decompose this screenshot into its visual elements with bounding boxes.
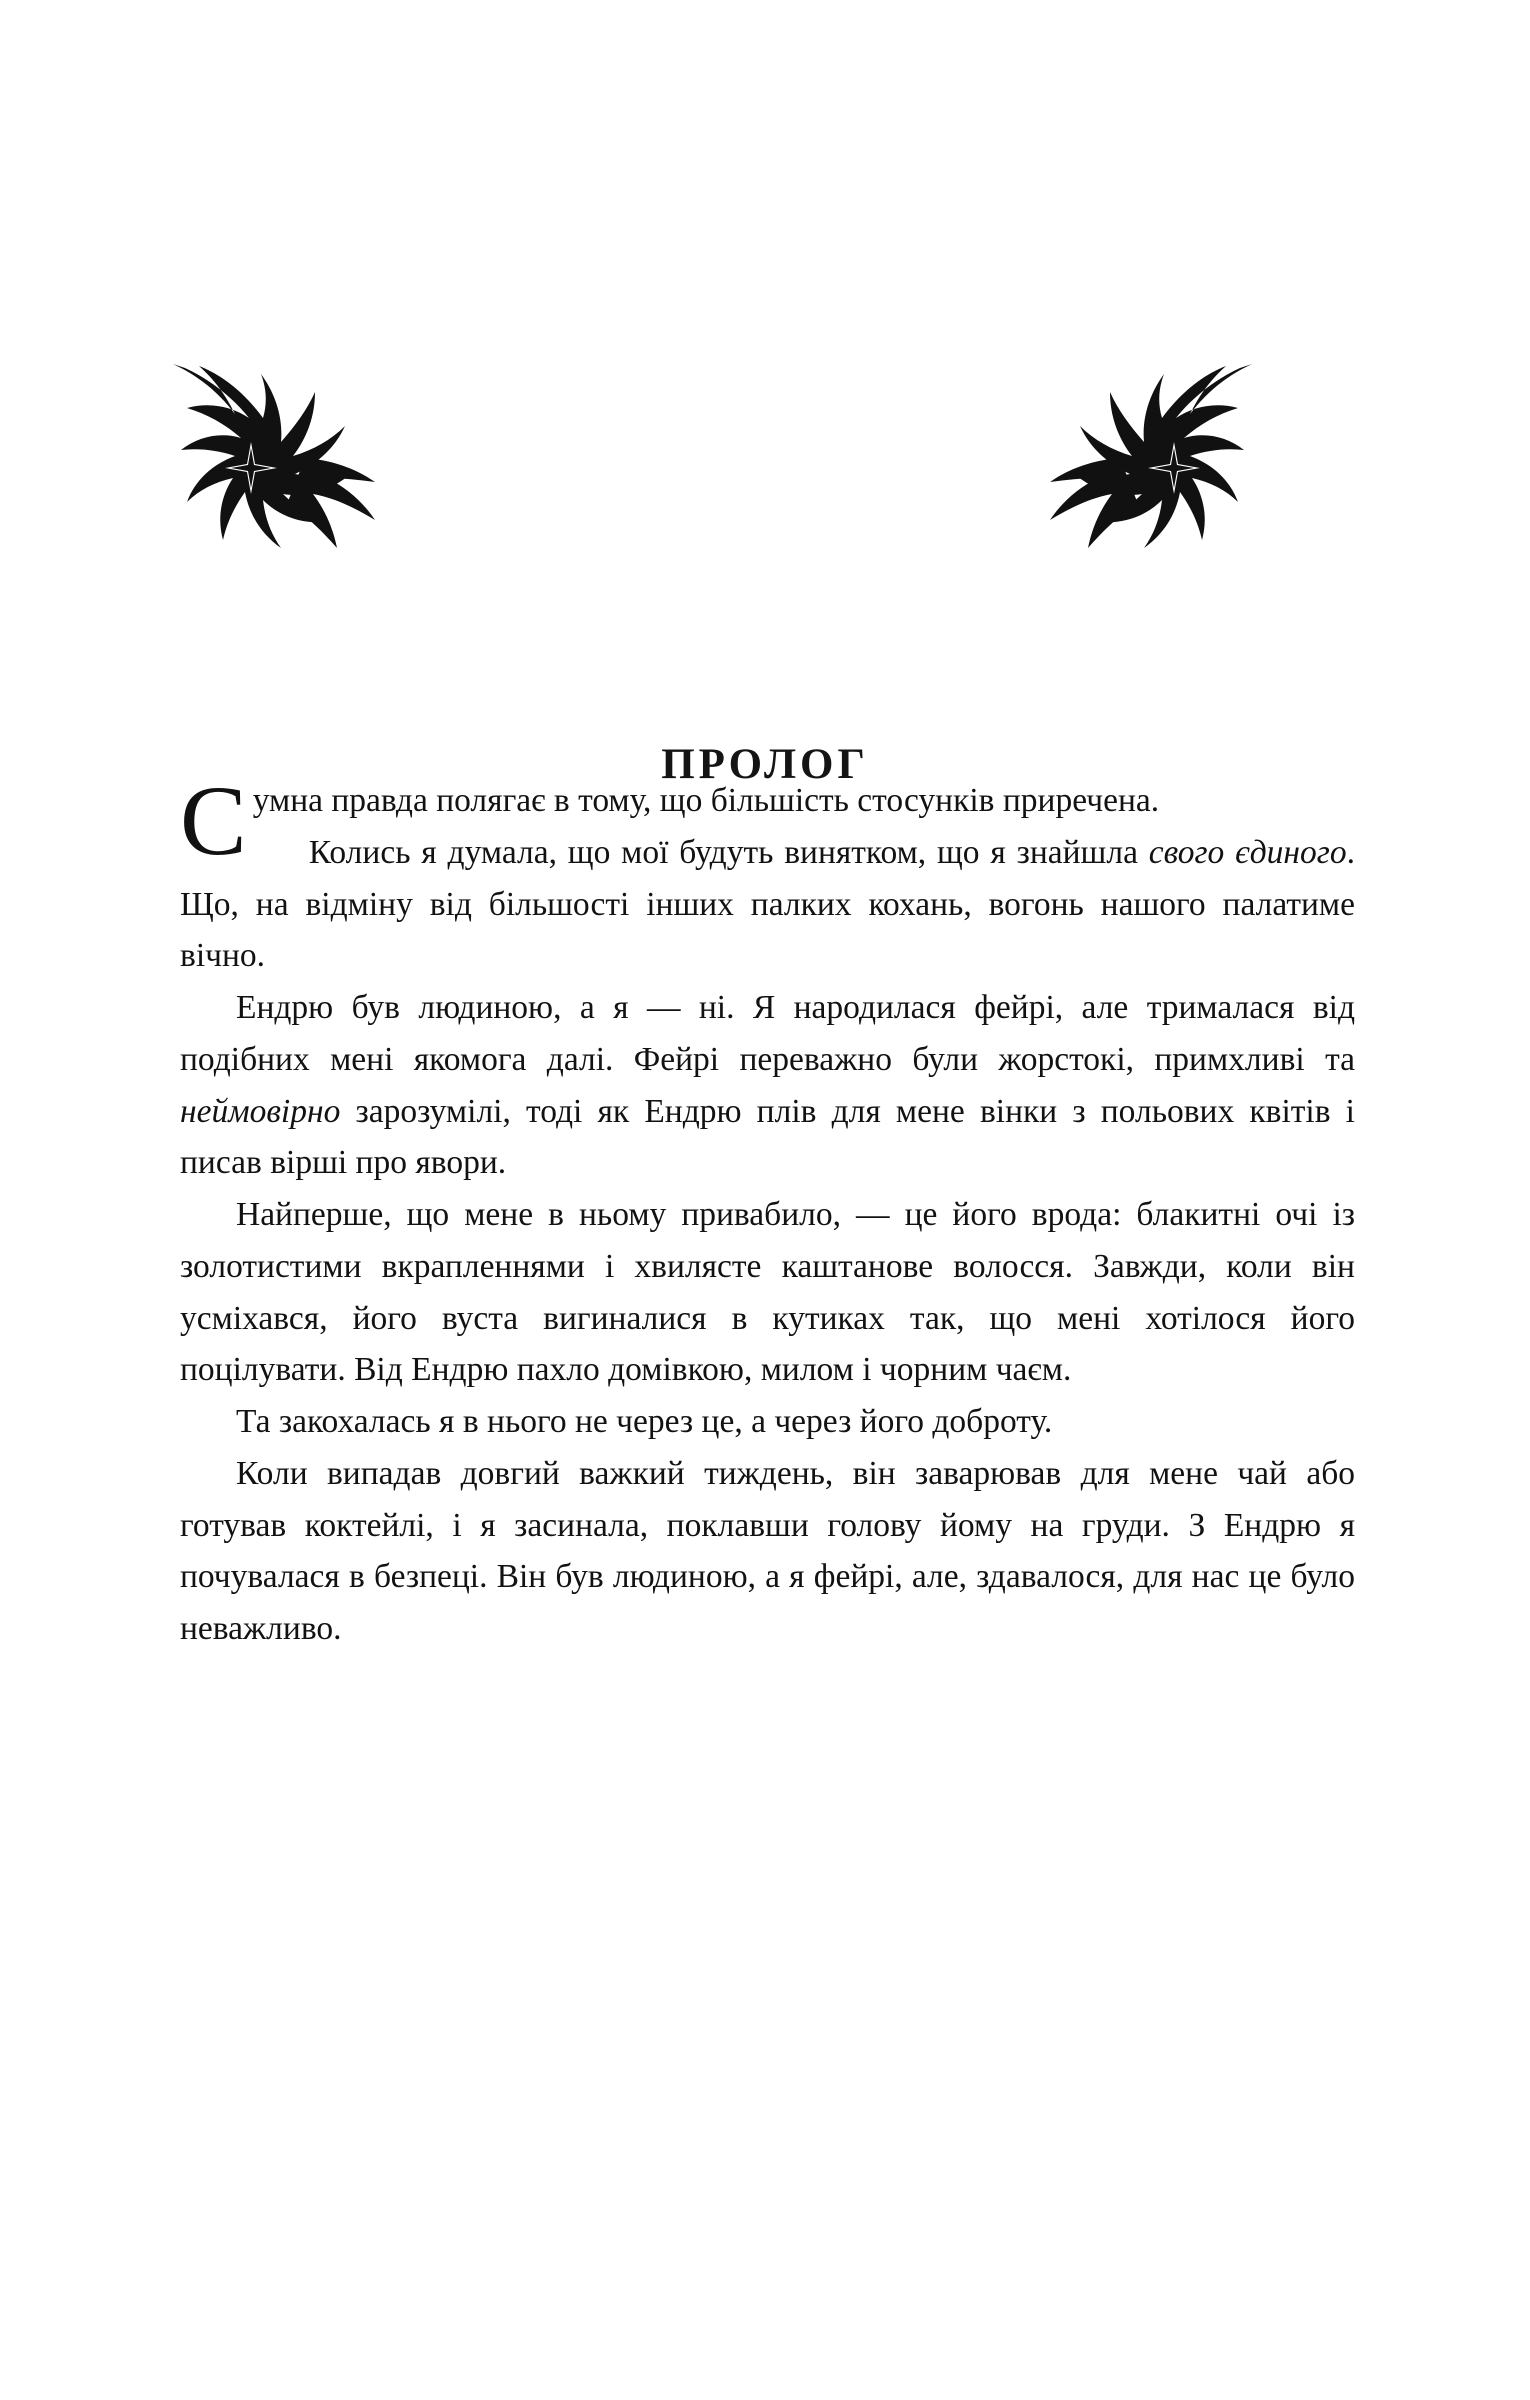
chapter-header bbox=[0, 300, 1530, 788]
branch-star-ornament-right-icon bbox=[890, 338, 1270, 608]
drop-cap: С bbox=[180, 765, 247, 876]
text-run: умна правда полягає в тому, що більшість стосунків приречена. bbox=[252, 782, 1160, 819]
emphasis-text: свого єдиного bbox=[1148, 833, 1347, 871]
text-run: Коли випадав довгий важкий тиждень, він заварював для мене чай або готував коктейлі, і я засинала, поклавши голову йому на груди. З Ендрю я почувалася в безпеці. Він був людиною, а я фейрі, але, здавалося, для нас це було неважливо. bbox=[180, 1454, 1355, 1647]
text-run: зарозумілі, тоді як Ендрю плів для мене вінки з польових квітів і писав вірші про явори. bbox=[180, 1092, 1355, 1182]
paragraph bbox=[180, 1189, 1355, 1396]
paragraph bbox=[180, 1448, 1355, 1655]
text-run: Ендрю був людиною, а я — ні. Я народилася фейрі, але трималася від подібних мені якомога далі. Фейрі переважно були жорстокі, примхливі та bbox=[180, 989, 1355, 1078]
paragraph bbox=[180, 982, 1355, 1189]
body-text bbox=[180, 765, 1355, 1655]
paragraph bbox=[180, 1396, 1355, 1448]
paragraph bbox=[180, 827, 1355, 982]
page-title: ПРОЛОГ bbox=[661, 741, 869, 788]
branch-star-ornament-left-icon bbox=[155, 338, 535, 608]
text-run: Та закохалась я в нього не через це, а через його доброту. bbox=[236, 1403, 1053, 1440]
emphasis-text: неймовірно bbox=[180, 1092, 341, 1130]
text-run: . Що, на відміну від більшості інших палких кохань, вогонь нашого палатиме вічно. bbox=[180, 833, 1355, 975]
text-run: Найперше, що мене в ньому привабило, — це його врода: блакитні очі із золотистими вкрапленнями і хвилясте каштанове волосся. Завжди, коли він усміхався, його вуста вигиналися в кутиках так, що мені хотілося його поцілувати. Від Ендрю пахло домівкою, милом і чорним чаєм. bbox=[180, 1196, 1355, 1389]
text-run: Колись я думала, що мої будуть винятком, що я знайшла bbox=[308, 833, 1149, 871]
